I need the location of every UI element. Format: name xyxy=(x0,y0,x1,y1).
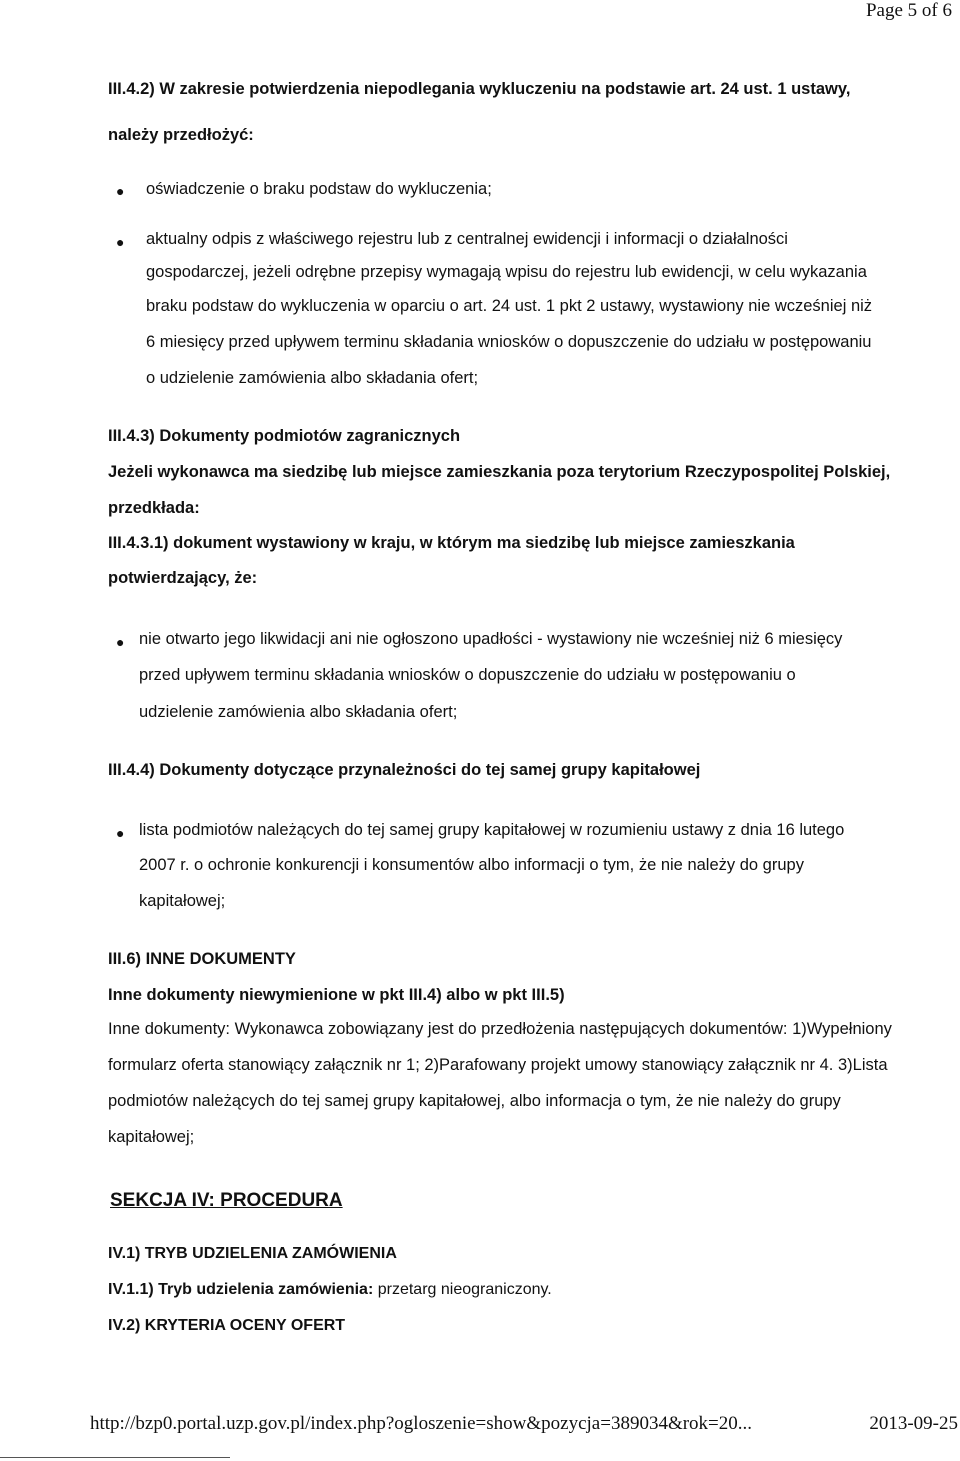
section-heading-iii-6: III.6) INNE DOKUMENTY xyxy=(108,950,296,968)
procedure-mode-label: IV.1.1) Tryb udzielenia zamówienia: xyxy=(108,1281,374,1298)
list-item-line: kapitałowej; xyxy=(139,892,226,910)
list-item-line: o udzielenie zamówienia albo składania ofert; xyxy=(146,369,479,387)
list-item-line: lista podmiotów należących do tej samej grupy kapitałowej w rozumieniu ustawy z dnia 16 lutego xyxy=(139,821,845,839)
list-item-line: przed upływem terminu składania wniosków o dopuszczenie do udziału w postępowaniu o xyxy=(139,666,796,684)
section-title-iv: SEKCJA IV: PROCEDURA xyxy=(110,1190,343,1211)
section-heading-iii-4-2-cont: należy przedłożyć: xyxy=(108,126,254,144)
bullet-icon: ● xyxy=(116,825,125,841)
section-heading-iii-4-4: III.4.4) Dokumenty dotyczące przynależności do tej samej grupy kapitałowej xyxy=(108,761,701,779)
paragraph-line: podmiotów należących do tej samej grupy kapitałowej, albo informacja o tym, że nie należy do grupy xyxy=(108,1092,841,1110)
procedure-mode-value: przetarg nieograniczony. xyxy=(373,1281,552,1298)
list-item-line: nie otwarto jego likwidacji ani nie ogłoszono upadłości - wystawiony nie wcześniej niż 6 miesięcy xyxy=(139,630,843,648)
bullet-icon: ● xyxy=(116,234,125,250)
list-item: oświadczenie o braku podstaw do wykluczenia; xyxy=(146,180,492,198)
paragraph-line: kapitałowej; xyxy=(108,1128,195,1146)
bullet-icon: ● xyxy=(116,634,125,650)
list-item-line: aktualny odpis z właściwego rejestru lub z centralnej ewidencji i informacji o działalności xyxy=(146,230,788,248)
section-heading-iii-4-2: III.4.2) W zakresie potwierdzenia niepodlegania wykluczeniu na podstawie art. 24 ust. 1 ustawy, xyxy=(108,80,851,98)
footer-date: 2013-09-25 xyxy=(869,1413,958,1434)
list-item-line: udzielenie zamówienia albo składania ofert; xyxy=(139,703,458,721)
subsection-heading-other-docs: Inne dokumenty niewymienione w pkt III.4) albo w pkt III.5) xyxy=(108,986,565,1004)
paragraph-line: Inne dokumenty: Wykonawca zobowiązany jest do przedłożenia następujących dokumentów: 1)Wypełniony xyxy=(108,1020,892,1038)
list-item-line: 6 miesięcy przed upływem terminu składania wniosków o dopuszczenie do udziału w postępowaniu xyxy=(146,333,872,351)
section-heading-iii-4-3: III.4.3) Dokumenty podmiotów zagranicznych xyxy=(108,427,461,445)
list-item-line: gospodarczej, jeżeli odrębne przepisy wymagają wpisu do rejestru lub ewidencji, w celu wykazania xyxy=(146,263,867,281)
procedure-mode-line xyxy=(108,1281,552,1299)
footer-url: http://bzp0.portal.uzp.gov.pl/index.php?ogloszenie=show&pozycja=389034&rok=20... xyxy=(90,1413,753,1434)
paragraph-line: formularz oferta stanowiący załącznik nr 1; 2)Parafowany projekt umowy stanowiący załącznik nr 4. 3)Lista xyxy=(108,1056,888,1074)
list-item-line: 2007 r. o ochronie konkurencji i konsumentów albo informacji o tym, że nie należy do grupy xyxy=(139,856,804,874)
section-heading-iv-2: IV.2) KRYTERIA OCENY OFERT xyxy=(108,1317,346,1334)
foreign-entities-line: przedkłada: xyxy=(108,499,200,517)
footer-rule xyxy=(0,1457,230,1458)
subsection-heading-iii-4-3-1: III.4.3.1) dokument wystawiony w kraju, w którym ma siedzibę lub miejsce zamieszkania xyxy=(108,534,795,552)
bullet-icon: ● xyxy=(116,183,125,199)
list-item-line: braku podstaw do wykluczenia w oparciu o art. 24 ust. 1 pkt 2 ustawy, wystawiony nie wcześniej niż xyxy=(146,297,873,315)
page-number: Page 5 of 6 xyxy=(865,0,952,21)
section-heading-iv-1: IV.1) TRYB UDZIELENIA ZAMÓWIENIA xyxy=(108,1245,397,1262)
foreign-entities-line: Jeżeli wykonawca ma siedzibę lub miejsce zamieszkania poza terytorium Rzeczypospolitej Polskiej, xyxy=(108,463,891,481)
subsection-heading-iii-4-3-1-cont: potwierdzający, że: xyxy=(108,569,258,587)
